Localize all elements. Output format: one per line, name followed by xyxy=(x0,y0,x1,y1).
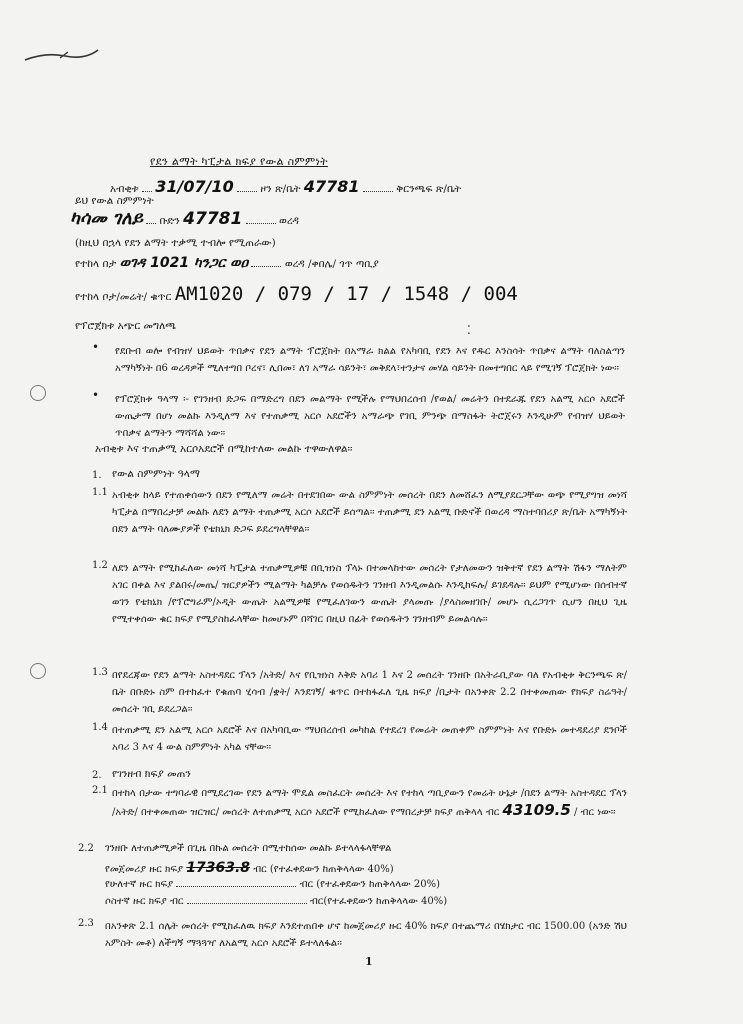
header-line-2: ይህ የውል ስምምነት xyxy=(75,195,154,207)
clause-2-2-intro: ገንዘቡ ለተጠቃሚዎች በጊዜ በኩል መሰረት በሚተከሰው መልኩ ይተላላፋላቸዋል xyxy=(105,843,392,854)
section-2-title: የገንዘብ ክፍያ መጠን xyxy=(112,768,191,780)
clause-1-4-number: 1.4 xyxy=(92,722,108,733)
section-1-number: 1. xyxy=(92,470,102,481)
installment-2-note: ብር (የተፈቀደውን ከጠቅላላው 20%) xyxy=(299,879,441,890)
label-planting-site: የተከላ በታ xyxy=(75,258,117,270)
total-amount-value: 43109.5 xyxy=(502,801,571,819)
date-value: 31/07/10 xyxy=(155,177,234,196)
label-woreda-kebele: ወረዳ /ቀበሌ/ ጎጥ ጣቢያ xyxy=(284,258,379,270)
section-1-title: የውል ስምምነት ዓላማ xyxy=(112,468,200,480)
installment-2-line xyxy=(105,879,440,890)
site-location-value: ወገዳ 1021 ካንጋር ወዐ xyxy=(119,255,249,271)
page-number: 1 xyxy=(365,955,373,968)
clause-2-3-number: 2.3 xyxy=(78,918,94,929)
clause-2-1-text xyxy=(112,785,627,821)
pen-scribble-mark xyxy=(20,40,100,70)
clause-1-2-number: 1.2 xyxy=(92,560,108,571)
binder-hole-icon xyxy=(30,663,46,679)
installment-1-note: ብር (የተፈቀደውን ከጠቅላላው 40%) xyxy=(253,864,394,875)
installment-3-note: ብር(የተፈቀደውን ከጠቅላላው 40%) xyxy=(309,896,448,907)
label-land-number: የተከላ ቦታ/መሬት/ ቁጥር xyxy=(75,291,172,303)
group-id-value: 47781 xyxy=(183,209,243,229)
label-abichu: አብቂቱ xyxy=(110,183,139,195)
clause-2-1-tail: / ብር ነው፡፡ xyxy=(574,807,616,818)
installment-3-label: ሶስተኛ ዙር ክፍያ ብር xyxy=(105,896,184,907)
binder-hole-icon xyxy=(30,385,46,401)
zone-id-value: 47781 xyxy=(303,177,360,196)
group-name-value: ካሳመ ገለይ xyxy=(70,208,143,229)
clause-1-1-number: 1.1 xyxy=(92,487,108,498)
clause-2-1-body: በተከላ በታው ተግባራዊ በሚደረገው የደን ልማት ሞዴል መስፈርት መሰረት እና የተከላ ጣቢያውን የመሬት ሁኔታ /በደን ልማት አስተዳደር ፕላን /አትድ/ በተቀመጠው ዝርዝር/ መሰረት ለተጠቃሚ አርሶ አደሮች የሚከፈለው የማበረታቻ ክፍያ ጠቅላላ ብር xyxy=(112,788,627,818)
section-2-number: 2. xyxy=(92,770,102,781)
bullet-dot: • xyxy=(92,340,100,354)
installment-1-value: 17363.8 xyxy=(186,860,251,876)
intro-line: አብቂቱ እና ተጠቃሚ አርሶአደሮች በሚከተለው መልኩ ተዋውለዋል፡፡ xyxy=(95,443,353,455)
bullet-paragraph-2: የፕሮጀክቱ ዓላማ ፡- የገንዘብ ድጋፍ በማድረግ በደን መልማት የሚችሉ የማህበረሰብ /የወል/ መሬትን በተደራጁ የደን አልሚ አርሶ አደሮች ውጤታማ በሆነ መልኩ እንዲለማ እና የተጠቃሚ አርሶ አደሮችን አማራጭ የገቢ ምንጭ በማስፋት ትሮጀሩን እንዲሁም የብዝሃ ህይወት ጥበቃና ልማትን ማሻሻል ነው፡፡ xyxy=(115,394,625,439)
clause-1-1-text: አብቂቱ ከላይ የተጠቀሰውን በደን የሚለማ መሬት በተደገበው ውል ስምምነት መሰረት በደን ለመሸፈን ለሚያደርጋቸው ወጭ የሚያግዝ መነሻ ካፒታል በማበረታቻ መልኩ ለደን ልማት ተጠቃሚ አርሶ አደሮች ይሰጣል፡፡ ተጠቃሚ ደን አልሚ ቡድኖች በወረዳ ማስተባበሪያ ጽ/ቤት አማካኝነት በደን ልማት ባለሙያዎች የቴክኒክ ድጋፍ ይደረግላቸዋል፡፡ xyxy=(112,490,627,535)
header-line-3 xyxy=(70,208,299,229)
installment-2-label: የሁለተኛ ዙር ክፍያ xyxy=(105,879,174,890)
installment-3-line xyxy=(105,896,447,907)
label-branch-office: ቅርንጫፍ ጽ/ቤት xyxy=(396,183,462,195)
clause-1-3-text: በየደረጃው የደን ልማት አስተዳደር ፕላን /አትድ/ እና የቢዝነስ እቅድ አባሪ 1 እና 2 መሰረት ገንዘቡ በአትራቢያው ባለ የአብቂቱ ቅርንጫፍ ጽ/ቤት በቡድኑ ስም በተከፈተ የቁጠባ ሂሳብ /ቋት/ እንደገኝ/ ቁጥር በተከፋፈለ ጊዜ ክፍያ /ቢታት በአንቀጽ 2.2 በተቀመጠው የክፍያ ስሬዓት/ መሰረት ገቢ ይደረጋል፡፡ xyxy=(112,670,627,715)
clause-2-1-number: 2.1 xyxy=(92,785,108,796)
header-line-6 xyxy=(75,283,518,305)
clause-1-4-text: በተጠቃሚ ደን አልሚ አርሶ አደሮች እና በአካባቢው ማህበረሰብ መካከል የተደረገ የመሬት መጠቀም ስምምነት እና የቡድኑ መተዳደሪያ ደንቦች አባሪ 3 እና 4 ውል ስምምነት አካል ናቸው፡፡ xyxy=(112,725,627,753)
pen-mark: ⁚ xyxy=(467,323,471,337)
header-line-4: (ከዚህ በኋላ የደን ልማት ተቃሚ ተብሎ የሚጠራው) xyxy=(75,237,276,249)
label-zone-office: ዞን ጽ/ቤት xyxy=(260,183,301,195)
land-number-value: AM1020 / 079 / 17 / 1548 / 004 xyxy=(174,283,518,305)
clause-2-3-text: በአንቀጽ 2.1 ሰሌት መሰረት የሚከፈለዉ ክፍያ እንደተጠበቀ ሆኖ ከመጀመሪያ ዙር 40% ክፍያ በተጨማሪ በሄክታር ብር 1500.00 (አንድ ሽህ አምስት መቶ) ለችግኝ ማጓጓዣ ለአልሚ አርሶ አደሮች ይተላለፋል፡፡ xyxy=(105,921,627,949)
clause-2-2-number: 2.2 xyxy=(78,843,94,854)
document-title: የደን ልማት ካፒታል ክፍያ የውል ስምምነት xyxy=(150,155,328,168)
installment-1-line xyxy=(105,860,394,876)
bullet-dot: • xyxy=(92,388,100,402)
installment-1-label: የመጀመሪያ ዙር ክፍያ xyxy=(105,864,184,875)
label-group: ቡድን xyxy=(159,215,180,227)
header-line-5 xyxy=(75,255,379,271)
clause-1-2-text: ለደን ልማት የሚከፈለው መነሻ ካፒታል ተጠቃሚዎቹ በቢዝነስ ፕላኑ በተመላከተው መሰረት የታለመውን ዝቅተኛ የደን ልማት ሽፋን ማለትም አገር በቀል እና ያልበሩ/መጤ/ ዝርያዎችን ሚልማት ካልቻሉ የወሰዱትን ገንዘብ እንዲመልሱ እንዲከፍሉ/ ይገደዳሉ፡፡ ይህም የሚሆነው በሰብተኛ ወገን የቴክኒክ /የፕሮግራም/ኦዲት ውጤት አልሚዎቹ የሚፈለገውን ውጤት ያላመጡ /ያላስመዘገቡ/ መሆኑ ሲረጋገጥ ሲሆን በዚህ ጊዜ የሚተቀሰው ቁር ክፍያ የሚያስከፈላቸው ከመሆኑም በሻገር በዚህ በፊት የወሰዱትን ገንዘብም ይመልሳሉ፡፡ xyxy=(112,563,627,625)
clause-1-3-number: 1.3 xyxy=(92,667,108,678)
bullet-paragraph-1: የደቡብ ወሎ የብዝሃ ህይወት ጥበቃና የደን ልማት ፕሮጀክት በአማራ ክልል የአካባቢ የደን እና የዱር እንስሳት ጥበቃና ልማት ባለስልጣን አማካኝነት በ6 ወረዳዎች ሚለተግበ ቦረና፣ ሊበመ፣ ለገ አማራ ሳይንት፣ መቅደላ፣ተንታና መሃል ሳይንት በመተግበር ላይ የሚገኝ ፕሮጀክት ነው፡፡ xyxy=(115,346,625,374)
label-woreda: ወረዳ xyxy=(279,215,299,227)
header-line-1 xyxy=(110,177,461,196)
project-summary-heading: የፕሮጀክቱ አጭር መግለጫ xyxy=(75,320,177,332)
